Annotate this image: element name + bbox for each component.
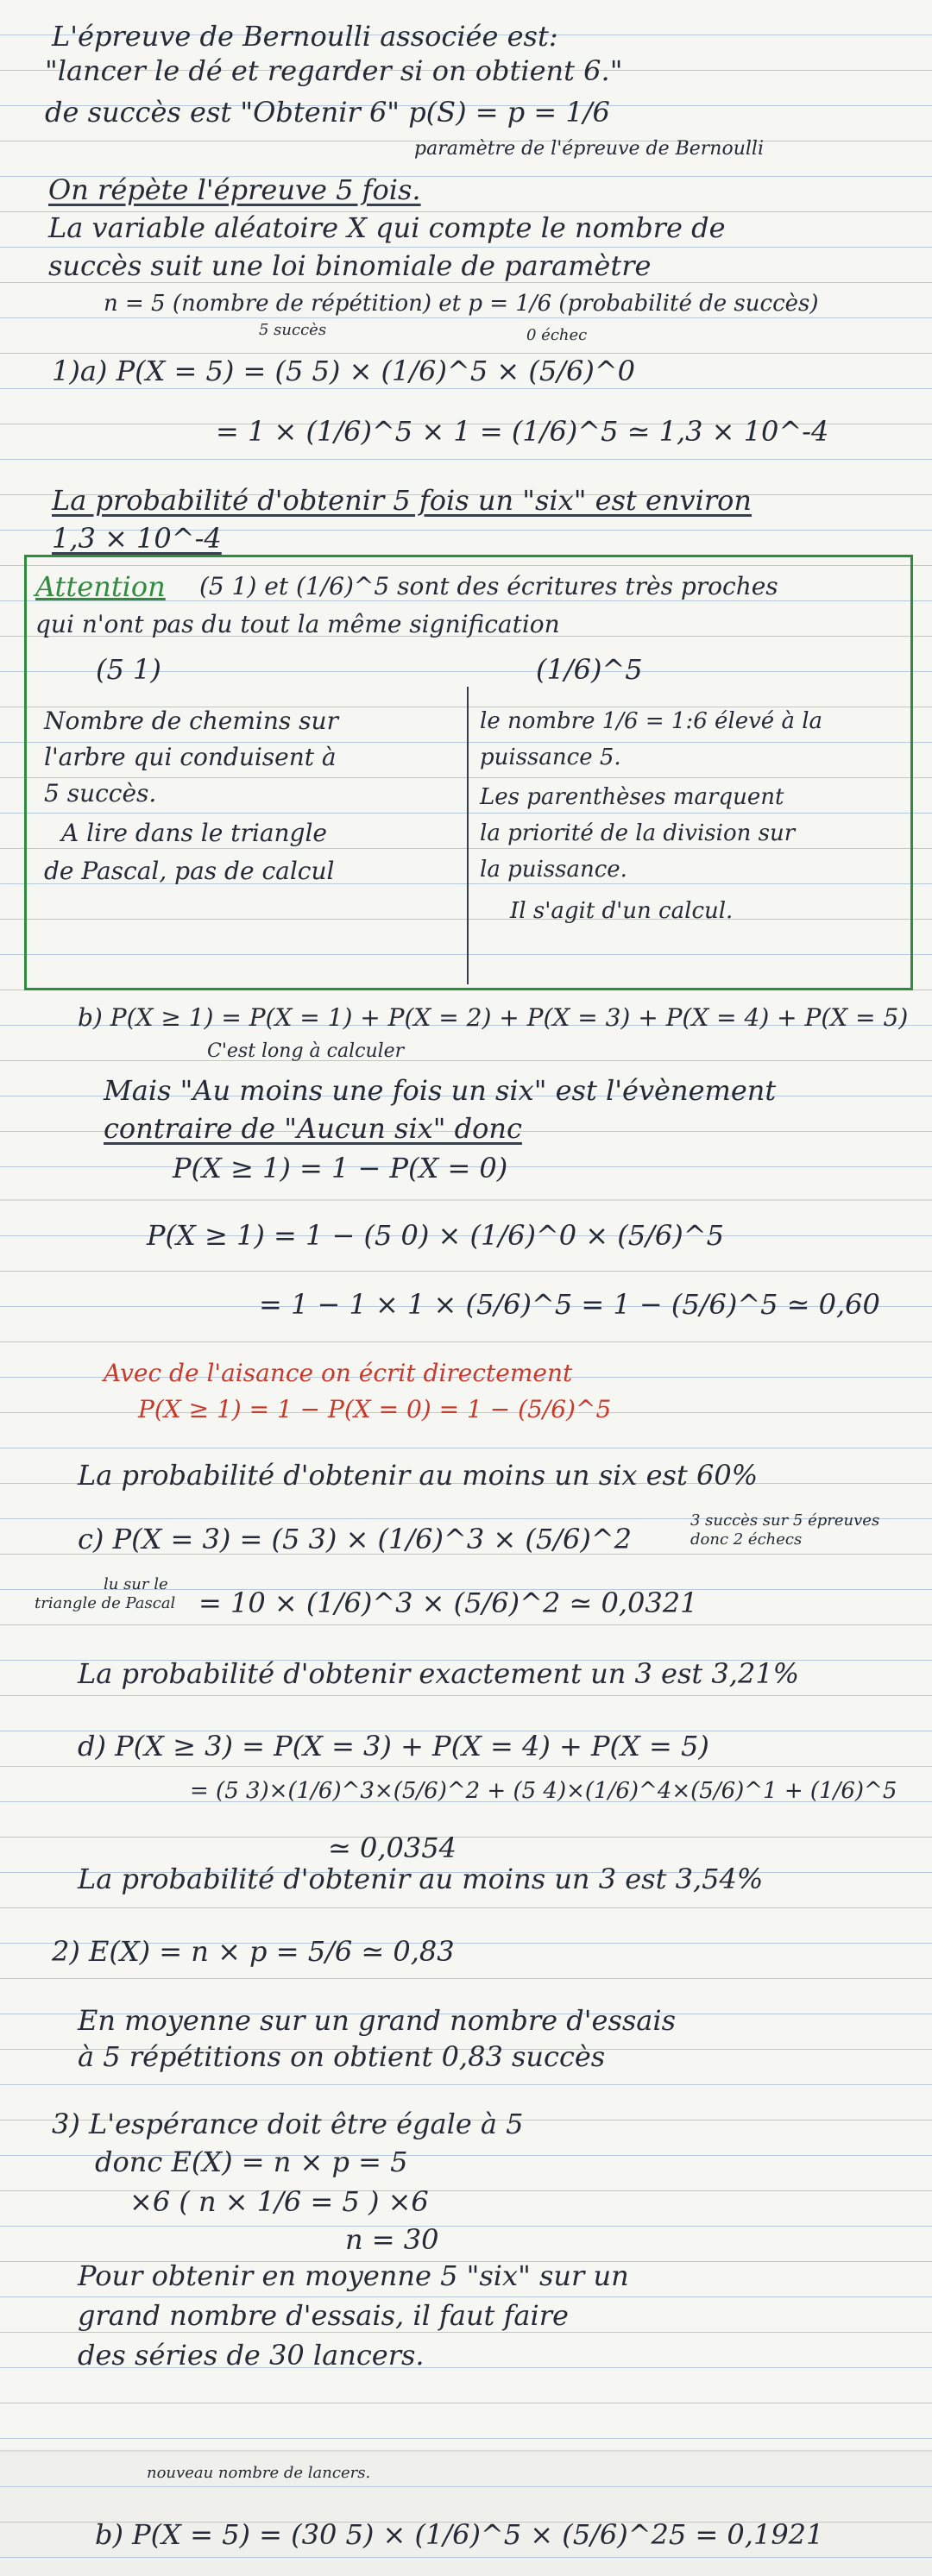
formula-line: = 1 − 1 × 1 × (5/6)^5 = 1 − (5/6)^5 ≃ 0,60 [259,1288,880,1321]
text-line: Mais "Au moins une fois un six" est l'évènement [104,1074,777,1107]
attention-title: Attention [35,570,166,603]
text-line: La probabilité d'obtenir au moins un six est 60% [78,1459,759,1492]
notebook-page-1 [0,0,932,1199]
text-line: la priorité de la division sur [480,820,796,846]
formula-line: n = 30 [345,2223,439,2256]
notebook-page-3 [0,2450,932,2576]
notebook-page-2 [0,1199,932,2447]
formula-line: 2) E(X) = n × p = 5/6 ≃ 0,83 [52,1935,455,1968]
text-line: (5 1) et (1/6)^5 sont des écritures très proches [199,572,778,600]
formula-line: c) P(X = 3) = (5 3) × (1/6)^3 × (5/6)^2 [78,1523,632,1555]
text-line: l'arbre qui conduisent à [44,743,337,771]
formula-line: P(X ≥ 1) = 1 − P(X = 0) [173,1152,508,1184]
formula-line: b) P(X ≥ 1) = P(X = 1) + P(X = 2) + P(X = 3) + P(X = 4) + P(X = 5) [78,1003,909,1032]
text-line: n = 5 (nombre de répétition) et p = 1/6 (probabilité de succès) [104,291,819,317]
text-line: Nombre de chemins sur [44,707,338,735]
text-line: A lire dans le triangle [61,819,327,847]
power-symbol: (1/6)^5 [536,653,643,686]
annotation: triangle de Pascal [35,1594,176,1612]
annotation: nouveau nombre de lancers. [147,2464,371,2482]
note-line: P(X ≥ 1) = 1 − P(X = 0) = 1 − (5/6)^5 [138,1395,612,1423]
text-line: En moyenne sur un grand nombre d'essais [78,2004,677,2037]
text-line: Pour obtenir en moyenne 5 "six" sur un [78,2259,629,2292]
text-line: 1,3 × 10^-4 [52,522,222,555]
binomial-symbol: (5 1) [96,653,161,686]
text-line: qui n'ont pas du tout la même signification [35,610,560,638]
formula-line: = 1 × (1/6)^5 × 1 = (1/6)^5 ≃ 1,3 × 10^-4 [216,415,829,448]
attention-box [24,555,913,990]
formula-line: d) P(X ≥ 3) = P(X = 3) + P(X = 4) + P(X = 5) [78,1730,709,1762]
text-line: puissance 5. [480,745,621,770]
text-line: succès suit une loi binomiale de paramètre [48,249,652,282]
text-line: C'est long à calculer [207,1040,405,1062]
text-line: grand nombre d'essais, il faut faire [78,2299,569,2332]
text-line: L'épreuve de Bernoulli associée est: [52,20,558,53]
text-line: 5 succès. [44,779,157,807]
annotation: 5 succès [259,321,327,339]
formula-line: P(X ≥ 1) = 1 − (5 0) × (1/6)^0 × (5/6)^5 [147,1219,724,1252]
text-line: paramètre de l'épreuve de Bernoulli [414,138,765,160]
note-line: Avec de l'aisance on écrit directement [104,1359,573,1387]
formula-line: ×6 ( n × 1/6 = 5 ) ×6 [129,2185,429,2218]
text-line: La variable aléatoire X qui compte le nombre de [48,211,726,244]
text-line: La probabilité d'obtenir au moins un 3 est 3,54% [78,1863,764,1895]
text-line: Les parenthèses marquent [480,784,784,810]
annotation: 0 échec [526,326,588,344]
annotation: 3 succès sur 5 épreuves donc 2 échecs [690,1511,880,1549]
text-line: La probabilité d'obtenir 5 fois un "six" est environ [52,484,752,517]
text-line: On répète l'épreuve 5 fois. [48,173,421,206]
text-line: le nombre 1/6 = 1:6 élevé à la [480,708,823,734]
text-line: "lancer le dé et regarder si on obtient 6." [45,54,623,87]
text-line: de Pascal, pas de calcul [44,857,335,885]
text-line: contraire de "Aucun six" donc [104,1112,522,1145]
text-line: Il s'agit d'un calcul. [510,898,734,924]
text-line: de succès est "Obtenir 6" p(S) = p = 1/6 [45,96,610,129]
formula-line: 1)a) P(X = 5) = (5 5) × (1/6)^5 × (5/6)^0 [52,355,635,387]
formula-line: ≃ 0,0354 [328,1831,457,1864]
formula-line: = 10 × (1/6)^3 × (5/6)^2 ≃ 0,0321 [198,1586,698,1619]
formula-line: = (5 3)×(1/6)^3×(5/6)^2 + (5 4)×(1/6)^4×(5/6)^1 + (1/6)^5 [190,1778,897,1804]
formula-line: b) P(X = 5) = (30 5) × (1/6)^5 × (5/6)^25 = 0,1921 [95,2518,824,2551]
text-line: à 5 répétitions on obtient 0,83 succès [78,2040,606,2073]
column-divider [467,687,469,984]
text-line: la puissance. [480,857,627,883]
annotation: lu sur le [104,1575,168,1593]
text-line: des séries de 30 lancers. [78,2339,425,2372]
text-line: 3) L'espérance doit être égale à 5 [52,2108,524,2140]
text-line: La probabilité d'obtenir exactement un 3 est 3,21% [78,1657,800,1690]
formula-line: donc E(X) = n × p = 5 [95,2146,408,2178]
